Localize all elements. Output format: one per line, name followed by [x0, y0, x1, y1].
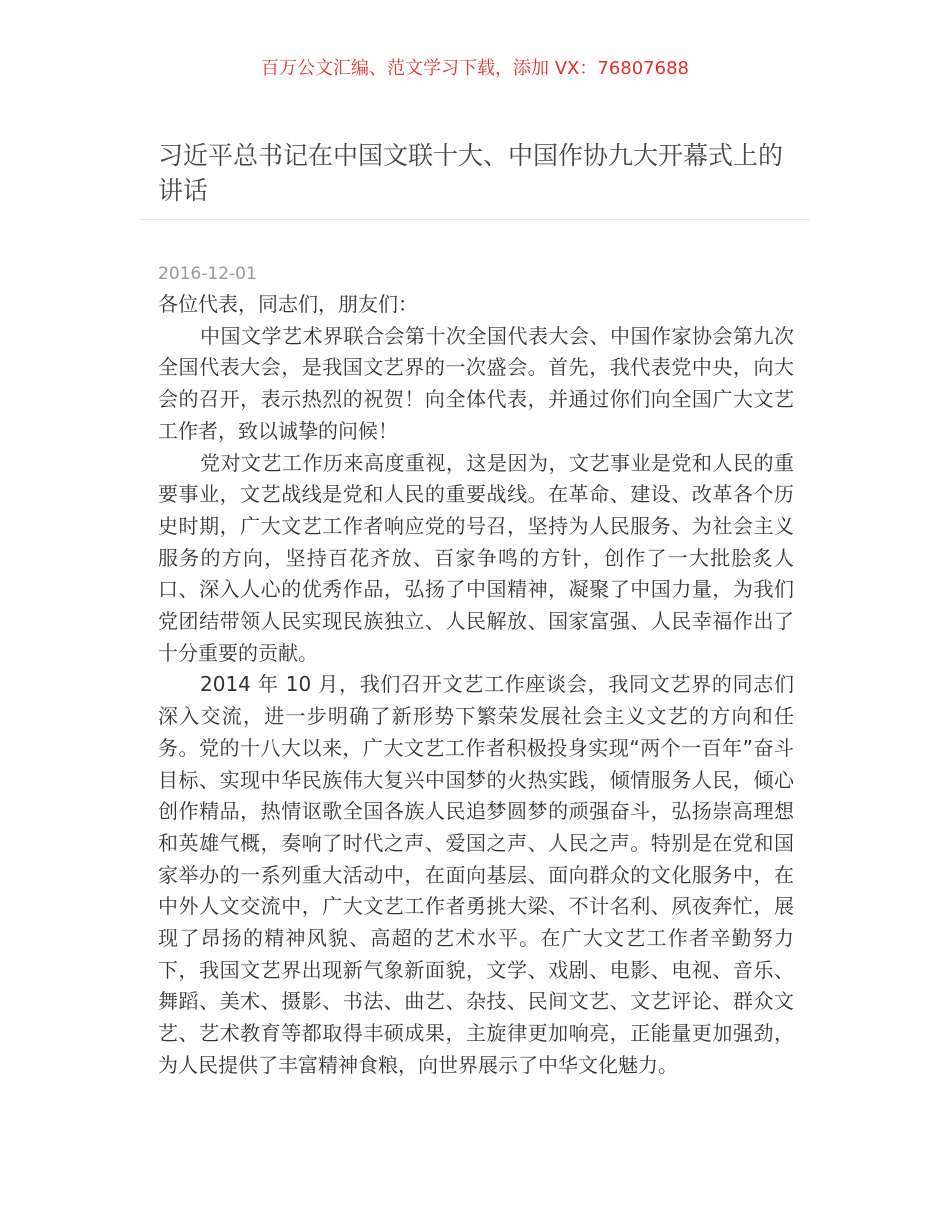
- greeting: 各位代表，同志们，朋友们：: [158, 292, 418, 316]
- paragraph-3: 2014 年 10 月，我们召开文艺工作座谈会，我同文艺界的同志们深入交流，进一步明确了新形势下繁荣发展社会主义文艺的方向和任务。党的十八大以来，广大文艺工作者积极投身实现“两个一百年”奋斗目标、实现中华民族伟大复兴中国梦的火热实践，倾情服务人民，倾心创作精品，热情讴歌全国各族人民追梦圆梦的顽强奋斗，弘扬崇高理想和英雄气概，奏响了时代之声、爱国之声、人民之声。特别是在党和国家举办的一系列重大活动中，在面向基层、面向群众的文化服务中，在中外人文交流中，广大文艺工作者勇挑大梁、不计名利、夙夜奔忙，展现了昂扬的精神风貌、高超的艺术水平。在广大文艺工作者辛勤努力下，我国文艺界出现新气象新面貌，文学、戏剧、电影、电视、音乐、舞蹈、美术、摄影、书法、曲艺、杂技、民间文艺、文艺评论、群众文艺、艺术教育等都取得丰硕成果，主旋律更加响亮，正能量更加强劲，为人民提供了丰富精神食粮，向世界展示了中华文化魅力。: [158, 672, 794, 1077]
- article-title: 习近平总书记在中国文联十大、中国作协九大开幕式上的讲话: [158, 141, 784, 205]
- article-body: [158, 289, 794, 1082]
- paragraph-2: 党对文艺工作历来高度重视，这是因为，文艺事业是党和人民的重要事业，文艺战线是党和人民的重要战线。在革命、建设、改革各个历史时期，广大文艺工作者响应党的号召，坚持为人民服务、为社会主义服务的方向，坚持百花齐放、百家争鸣的方针，创作了一大批脍炙人口、深入人心的优秀作品，弘扬了中国精神，凝聚了中国力量，为我们党团结带领人民实现民族独立、人民解放、国家富强、人民幸福作出了十分重要的贡献。: [158, 450, 794, 665]
- promo-banner: 百万公文汇编、范文学习下载，添加 VX：76807688: [261, 58, 689, 79]
- paragraph-1: 中国文学艺术界联合会第十次全国代表大会、中国作家协会第九次全国代表大会，是我国文艺界的一次盛会。首先，我代表党中央，向大会的召开，表示热烈的祝贺！向全体代表，并通过你们向全国广大文艺工作者，致以诚挚的问候！: [158, 323, 794, 443]
- title-divider: [140, 219, 810, 220]
- publish-date: 2016-12-01: [158, 264, 257, 284]
